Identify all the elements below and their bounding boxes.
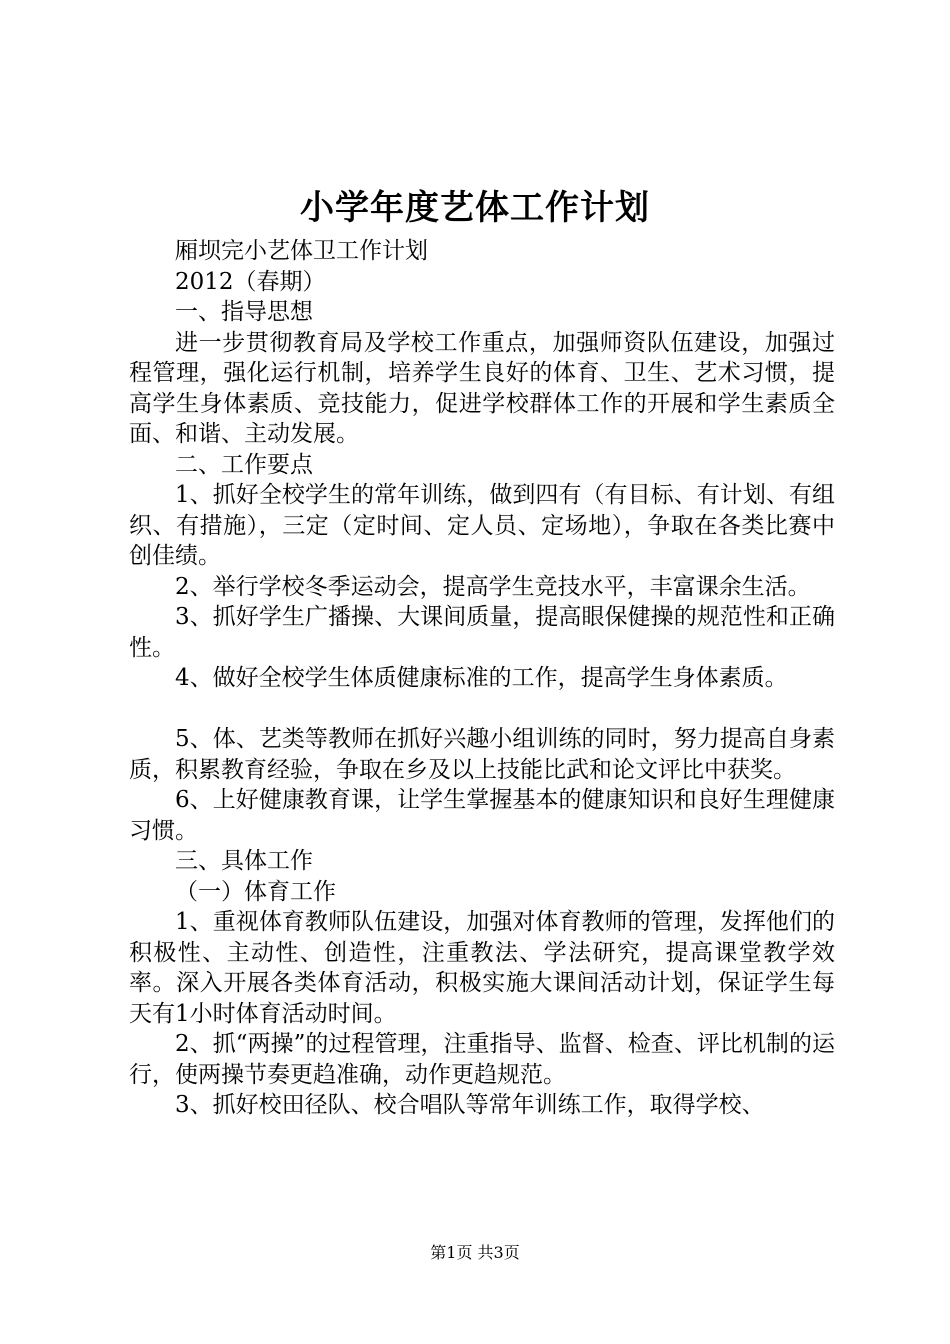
paragraph: 6、上好健康教育课，让学生掌握基本的健康知识和良好生理健康习惯。 bbox=[129, 787, 835, 844]
paragraph: 3、抓好校田径队、校合唱队等常年训练工作，取得学校、 bbox=[175, 1092, 765, 1118]
section-heading: 一、指导思想 bbox=[175, 299, 313, 325]
paragraph: 2、抓“两操”的过程管理，注重指导、监督、检查、评比机制的运行，使两操节奏更趋准确，动作更趋规范。 bbox=[129, 1031, 835, 1088]
document-title: 小学年度艺体工作计划 bbox=[300, 188, 650, 228]
paragraph: 2012（春期） bbox=[175, 268, 326, 295]
paragraph: 4、做好全校学生体质健康标准的工作，提高学生身体素质。 bbox=[175, 665, 788, 691]
paragraph: 1、抓好全校学生的常年训练，做到四有（有目标、有计划、有组织、有措施），三定（定时间、定人员、定场地），争取在各类比赛中创佳绩。 bbox=[129, 482, 835, 569]
paragraph: 1、重视体育教师队伍建设，加强对体育教师的管理，发挥他们的积极性、主动性、创造性，注重教法、学法研究，提高课堂教学效率。深入开展各类体育活动，积极实施大课间活动计划，保证学生每天有1小时体育活动时间。 bbox=[129, 909, 835, 1027]
page-footer: 第1页 共3页 bbox=[430, 1243, 520, 1262]
paragraph: 进一步贯彻教育局及学校工作重点，加强师资队伍建设，加强过程管理，强化运行机制，培养学生良好的体育、卫生、艺术习惯，提高学生身体素质、竞技能力，促进学校群体工作的开展和学生素质全面、和谐、主动发展。 bbox=[129, 329, 835, 447]
section-heading: 二、工作要点 bbox=[175, 451, 313, 478]
paragraph: 5、体、艺类等教师在抓好兴趣小组训练的同时，努力提高自身素质，积累教育经验，争取在乡及以上技能比武和论文评比中获奖。 bbox=[129, 726, 835, 783]
subsection-heading: （一）体育工作 bbox=[175, 878, 336, 905]
paragraph: 3、抓好学生广播操、大课间质量，提高眼保健操的规范性和正确性。 bbox=[129, 604, 835, 661]
paragraph: 厢坝完小艺体卫工作计划 bbox=[175, 238, 428, 264]
blank-line bbox=[129, 694, 835, 725]
paragraph: 2、举行学校冬季运动会，提高学生竞技水平，丰富课余生活。 bbox=[175, 573, 811, 600]
section-heading: 三、具体工作 bbox=[175, 848, 313, 874]
document-body bbox=[129, 236, 835, 1121]
